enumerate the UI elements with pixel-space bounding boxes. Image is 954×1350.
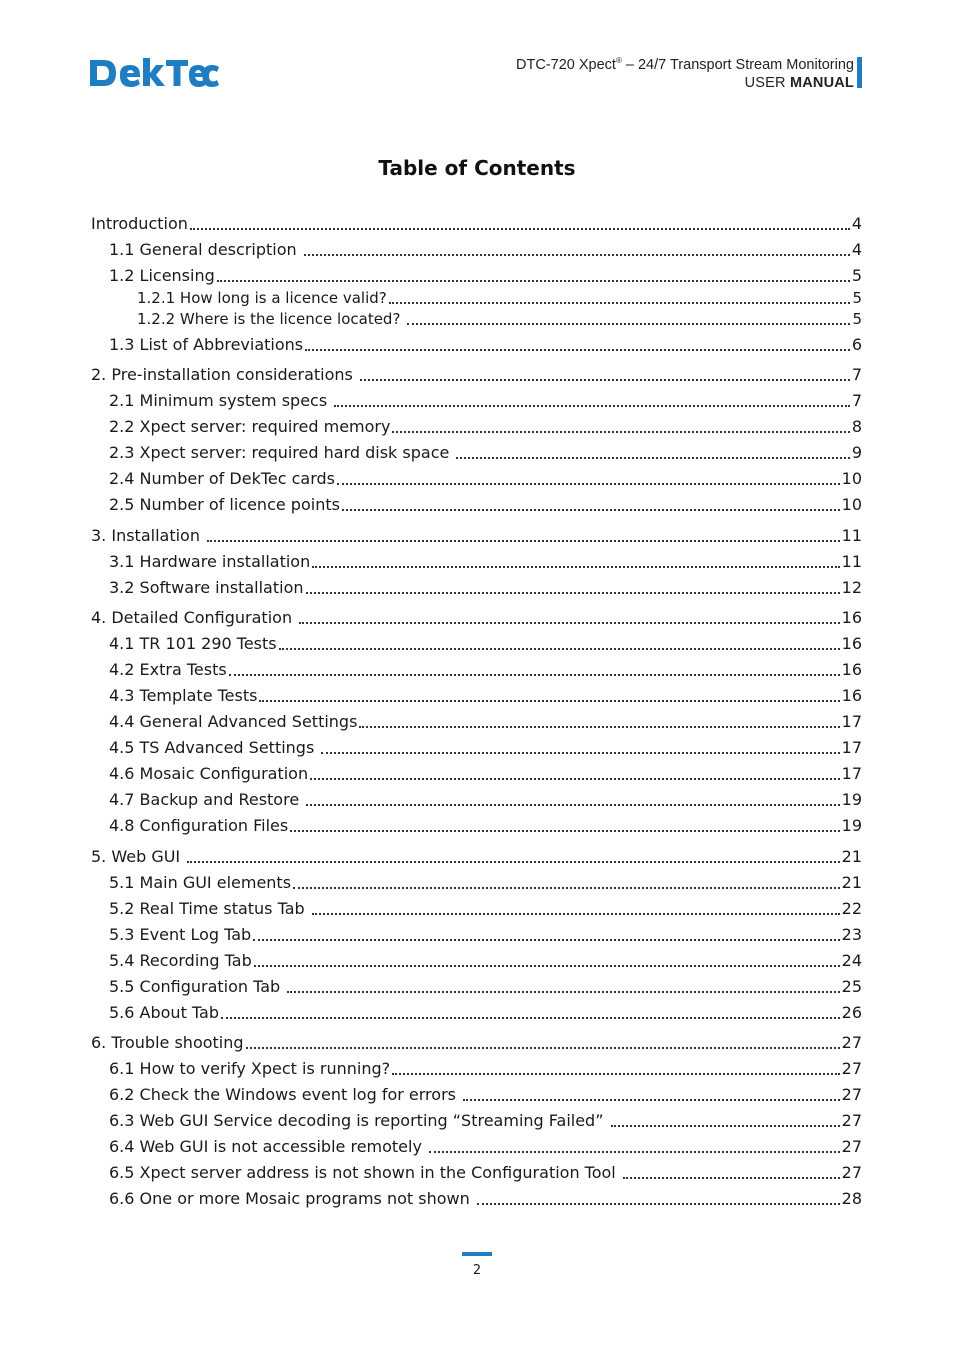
toc-entry-label: 2.2 Xpect server: required memory — [109, 417, 391, 436]
toc-entry[interactable] — [109, 949, 862, 971]
toc-entry-page: 22 — [841, 899, 862, 918]
toc-entry-page: 16 — [841, 608, 862, 627]
toc-entry-label: 4.2 Extra Tests — [109, 660, 227, 679]
toc-entry-label: 4. Detailed Configuration — [91, 608, 298, 627]
toc-leader-dots — [259, 686, 839, 702]
toc-leader-dots — [334, 391, 850, 407]
toc-entry-page: 7 — [851, 365, 862, 384]
toc-entry-page: 27 — [841, 1163, 862, 1182]
toc-leader-dots — [429, 1137, 840, 1153]
toc-leader-dots — [312, 552, 839, 568]
toc-leader-dots — [392, 1059, 840, 1075]
toc-entry-label: 1.3 List of Abbreviations — [109, 335, 304, 354]
toc-entry-label: 5.4 Recording Tab — [109, 951, 252, 970]
toc-entry-label: 2.4 Number of DekTec cards — [109, 469, 335, 488]
toc-leader-dots — [623, 1163, 840, 1179]
toc-leader-dots — [389, 288, 851, 304]
toc-entry[interactable] — [109, 550, 862, 572]
toc-leader-dots — [306, 790, 839, 806]
toc-entry[interactable] — [109, 923, 862, 945]
toc-entry-page: 27 — [841, 1059, 862, 1078]
toc-leader-dots — [305, 335, 850, 351]
toc-leader-dots — [312, 899, 840, 915]
toc-entry-label: 5.1 Main GUI elements — [109, 873, 292, 892]
toc-entry-label: 4.7 Backup and Restore — [109, 790, 305, 809]
toc-leader-dots — [217, 266, 850, 282]
toc-leader-dots — [287, 977, 839, 993]
toc-entry-page: 16 — [841, 660, 862, 679]
header-accent-bar — [857, 57, 862, 88]
toc-entry-label: 2. Pre-installation considerations — [91, 365, 358, 384]
toc-leader-dots — [310, 764, 840, 780]
toc-entry[interactable] — [91, 845, 862, 867]
toc-entry[interactable] — [109, 441, 862, 463]
toc-entry-label: 3.2 Software installation — [109, 578, 304, 597]
toc-leader-dots — [229, 660, 840, 676]
toc-leader-dots — [463, 1085, 840, 1101]
toc-leader-dots — [221, 1003, 840, 1019]
toc-entry-label: 4.3 Template Tests — [109, 686, 258, 705]
toc-entry-label: 4.4 General Advanced Settings — [109, 712, 358, 731]
toc-entry-page: 16 — [841, 686, 862, 705]
toc-entry[interactable] — [109, 788, 862, 810]
toc-entry-label: 2.5 Number of licence points — [109, 495, 340, 514]
toc-entry[interactable] — [109, 710, 862, 732]
toc-leader-dots — [392, 417, 849, 433]
toc-leader-dots — [290, 816, 839, 832]
toc-entry-page: 27 — [841, 1033, 862, 1052]
toc-entry-page: 5 — [851, 266, 862, 285]
toc-entry[interactable] — [109, 415, 862, 437]
toc-entry-page: 11 — [841, 552, 862, 571]
toc-entry[interactable] — [109, 238, 862, 260]
toc-entry-label: 1.1 General description — [109, 240, 302, 259]
toc-entry[interactable] — [91, 212, 862, 234]
toc-entry-label: 4.8 Configuration Files — [109, 816, 289, 835]
toc-entry[interactable] — [91, 363, 862, 385]
toc-leader-dots — [456, 443, 849, 459]
toc-entry-label: 3. Installation — [91, 526, 206, 545]
toc-entry-page: 28 — [841, 1189, 862, 1208]
header-subtitle: – 24/7 Transport Stream Monitoring — [621, 56, 854, 73]
toc-entry[interactable] — [109, 1161, 862, 1183]
toc-entry-page: 21 — [841, 847, 862, 866]
toc-entry-label: 2.1 Minimum system specs — [109, 391, 333, 410]
toc-entry[interactable] — [109, 1057, 862, 1079]
toc-entry-page: 5 — [852, 310, 862, 328]
toc-entry-label: 6.2 Check the Windows event log for errors — [109, 1085, 462, 1104]
header-doc-type-a: USER — [744, 74, 790, 91]
toc-entry[interactable] — [137, 286, 862, 308]
toc-entry[interactable] — [109, 1109, 862, 1131]
toc-entry-page: 26 — [841, 1003, 862, 1022]
toc-leader-dots — [207, 526, 840, 542]
toc-entry[interactable] — [109, 897, 862, 919]
toc-entry[interactable] — [109, 658, 862, 680]
toc-entry-page: 9 — [851, 443, 862, 462]
toc-entry[interactable] — [109, 467, 862, 489]
footer-accent-bar — [462, 1252, 492, 1256]
toc-entry[interactable] — [91, 606, 862, 628]
toc-leader-dots — [360, 365, 850, 381]
toc-entry-label: 1.2 Licensing — [109, 266, 215, 285]
toc-entry-page: 5 — [852, 289, 862, 307]
toc-entry-label: 6. Trouble shooting — [91, 1033, 244, 1052]
toc-entry-label: 5.6 About Tab — [109, 1003, 220, 1022]
toc-entry-label: 2.3 Xpect server: required hard disk space — [109, 443, 455, 462]
header-title — [516, 52, 854, 74]
header-product: DTC-720 Xpect — [516, 56, 616, 73]
toc-entry-label: 6.1 How to verify Xpect is running? — [109, 1059, 391, 1078]
toc-entry[interactable] — [109, 762, 862, 784]
dektec-logo-mark — [90, 54, 220, 88]
toc-leader-dots — [279, 634, 840, 650]
toc-entry-page: 10 — [841, 469, 862, 488]
toc-entry[interactable] — [109, 1083, 862, 1105]
toc-entry-label: 5.5 Configuration Tab — [109, 977, 286, 996]
toc-entry[interactable] — [109, 576, 862, 598]
toc-leader-dots — [187, 847, 839, 863]
toc-entry-page: 6 — [851, 335, 862, 354]
toc-entry-label: 5.2 Real Time status Tab — [109, 899, 310, 918]
toc-entry-label: 1.2.2 Where is the licence located? — [137, 310, 406, 328]
header-doc-type-b: MANUAL — [789, 74, 854, 91]
toc-leader-dots — [342, 495, 840, 511]
toc-leader-dots — [299, 608, 839, 624]
toc-leader-dots — [293, 873, 840, 889]
toc-title: Table of Contents — [378, 156, 576, 180]
toc-entry[interactable] — [109, 333, 862, 355]
toc-entry-page: 11 — [841, 526, 862, 545]
toc-entry[interactable] — [109, 632, 862, 654]
toc-entry-label: 6.4 Web GUI is not accessible remotely — [109, 1137, 428, 1156]
toc-leader-dots — [321, 738, 839, 754]
toc-entry-page: 19 — [841, 816, 862, 835]
toc-entry[interactable] — [109, 493, 862, 515]
toc-leader-dots — [306, 578, 840, 594]
toc-entry[interactable] — [109, 389, 862, 411]
toc-entry[interactable] — [109, 1187, 862, 1209]
toc-entry-label: 5.3 Event Log Tab — [109, 925, 252, 944]
toc-entry[interactable] — [109, 736, 862, 758]
toc-entry[interactable] — [109, 1135, 862, 1157]
dektec-logo — [90, 54, 220, 88]
toc-entry[interactable] — [109, 264, 862, 286]
document-header — [516, 52, 854, 92]
toc-leader-dots — [337, 469, 840, 485]
toc-entry-label: 6.6 One or more Mosaic programs not shown — [109, 1189, 475, 1208]
toc-entry-page: 27 — [841, 1085, 862, 1104]
toc-entry-label: 4.5 TS Advanced Settings — [109, 738, 320, 757]
toc-leader-dots — [253, 925, 839, 941]
toc-entry-page: 8 — [851, 417, 862, 436]
toc-leader-dots — [359, 712, 839, 728]
toc-entry-page: 17 — [841, 712, 862, 731]
toc-leader-dots — [407, 309, 850, 325]
toc-entry[interactable] — [109, 1001, 862, 1023]
toc-entry-page: 21 — [841, 873, 862, 892]
toc-entry-label: 4.1 TR 101 290 Tests — [109, 634, 277, 653]
toc-entry-page: 10 — [841, 495, 862, 514]
toc-entry-page: 7 — [851, 391, 862, 410]
header-doc-type — [516, 74, 854, 92]
toc-entry-label: 1.2.1 How long is a licence valid? — [137, 289, 387, 307]
toc-leader-dots — [254, 951, 840, 967]
toc-entry[interactable] — [109, 814, 862, 836]
toc-leader-dots — [477, 1189, 840, 1205]
toc-entry-page: 17 — [841, 764, 862, 783]
toc-entry[interactable] — [91, 524, 862, 546]
toc-leader-dots — [246, 1033, 840, 1049]
toc-entry-page: 16 — [841, 634, 862, 653]
toc-entry-page: 23 — [841, 925, 862, 944]
toc-leader-dots — [190, 214, 850, 230]
header-trademark: ® — [615, 56, 622, 65]
toc-entry-label: 6.3 Web GUI Service decoding is reporting “Streaming Failed” — [109, 1111, 609, 1130]
toc-entry[interactable] — [109, 975, 862, 997]
toc-entry-label: 5. Web GUI — [91, 847, 186, 866]
toc-entry-page: 19 — [841, 790, 862, 809]
page-number: 2 — [472, 1263, 482, 1278]
toc-entry-page: 4 — [851, 214, 862, 233]
toc-entry-page: 24 — [841, 951, 862, 970]
toc-entry-label: 6.5 Xpect server address is not shown in the Configuration Tool — [109, 1163, 621, 1182]
toc-entry-page: 12 — [841, 578, 862, 597]
toc-entry[interactable] — [109, 871, 862, 893]
toc-entry-page: 27 — [841, 1137, 862, 1156]
toc-entry-page: 27 — [841, 1111, 862, 1130]
toc-leader-dots — [304, 240, 850, 256]
toc-leader-dots — [611, 1111, 840, 1127]
toc-entry-page: 17 — [841, 738, 862, 757]
toc-entry-page: 25 — [841, 977, 862, 996]
toc-entry-label: Introduction — [91, 214, 188, 233]
toc-entry-label: 4.6 Mosaic Configuration — [109, 764, 309, 783]
toc-entry-label: 3.1 Hardware installation — [109, 552, 311, 571]
toc-entry[interactable] — [91, 1031, 862, 1053]
toc-entry-page: 4 — [851, 240, 862, 259]
toc-entry[interactable] — [109, 684, 862, 706]
toc-entry[interactable] — [137, 307, 862, 329]
